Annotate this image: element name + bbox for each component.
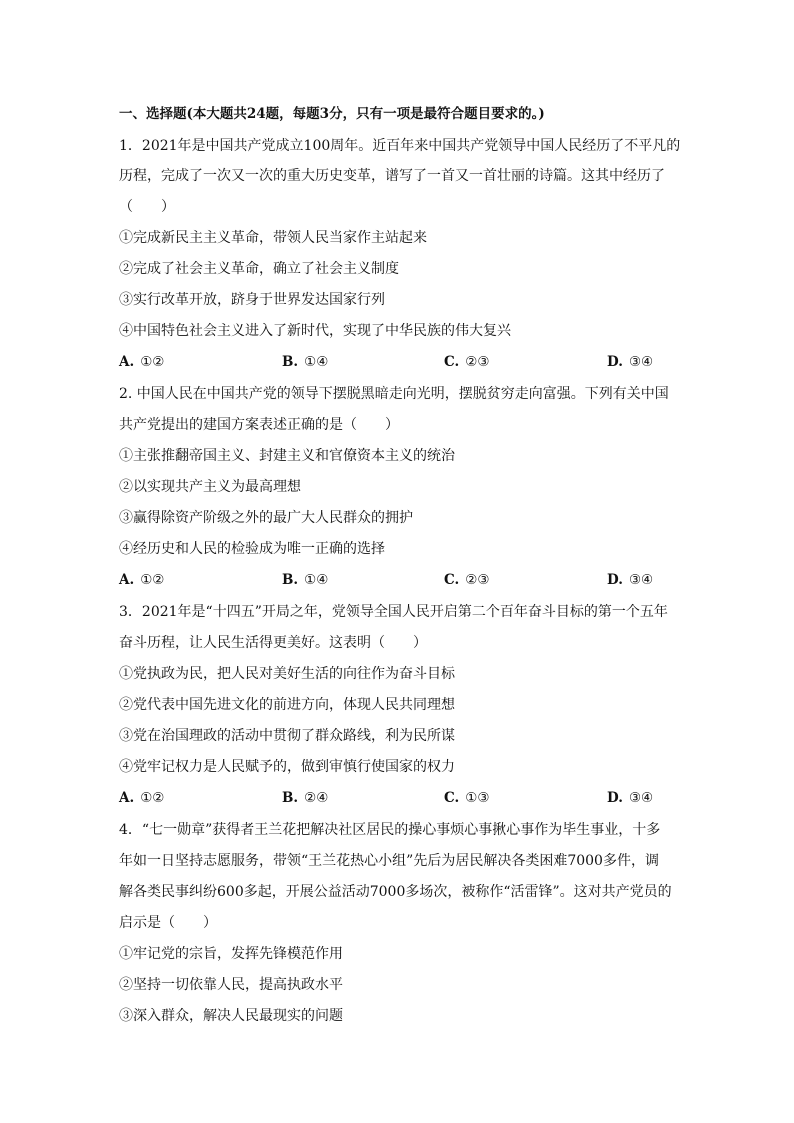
q4-line-1: 4．“七一勋章”获得者王兰花把解决社区居民的操心事烦心事揪心事作为毕生事业，十多 (119, 822, 661, 838)
q1-item-1: ①完成新民主主义革命，带领人民当家作主站起来 (119, 230, 427, 246)
q1-option-c: C. ②③ (444, 354, 490, 370)
q2-option-c: C. ②③ (444, 572, 490, 588)
q2-item-4: ④经历史和人民的检验成为唯一正确的选择 (119, 541, 385, 557)
q3-line-1: 3．2021年是“十四五”开局之年，党领导全国人民开启第二个百年奋斗目标的第一个五年 (119, 604, 668, 620)
q1-options (119, 352, 659, 372)
q2-option-d: D. ③④ (607, 572, 654, 588)
q3-option-d: D. ③④ (607, 790, 654, 806)
q3-item-3: ③党在治国理政的活动中贯彻了群众路线，利为民所谋 (119, 728, 455, 744)
q1-item-3: ③实行改革开放，跻身于世界发达国家行列 (119, 292, 385, 308)
q1-option-d: D. ③④ (607, 354, 654, 370)
q1-line-2: 历程，完成了一次又一次的重大历史变革，谱写了一首又一首壮丽的诗篇。这其中经历了 (119, 168, 665, 184)
q4-line-2: 年如一日坚持志愿服务，带领“王兰花热心小组”先后为居民解决各类困难7000多件，调 (119, 853, 659, 869)
q3-option-c: C. ①③ (444, 790, 490, 806)
q4-item-2: ②坚持一切依靠人民，提高执政水平 (119, 977, 343, 993)
q2-option-b: B. ①④ (282, 572, 329, 588)
q1-option-b: B. ①④ (282, 354, 329, 370)
q4-line-4: 启示是（ ） (119, 915, 217, 931)
q4-item-1: ①牢记党的宗旨，发挥先锋模范作用 (119, 946, 343, 962)
section-title: 一、选择题(本大题共24题，每题3分，只有一项是最符合题目要求的。) (119, 106, 545, 122)
q3-item-1: ①党执政为民，把人民对美好生活的向往作为奋斗目标 (119, 666, 455, 682)
q3-option-b: B. ②④ (282, 790, 329, 806)
q3-item-4: ④党牢记权力是人民赋予的，做到审慎行使国家的权力 (119, 759, 455, 775)
q2-line-1: 2. 中国人民在中国共产党的领导下摆脱黑暗走向光明，摆脱贫穷走向富强。下列有关中国 (119, 386, 669, 402)
q3-line-2: 奋斗历程，让人民生活得更美好。这表明（ ） (119, 635, 427, 651)
q3-options (119, 788, 659, 808)
q2-item-3: ③赢得除资产阶级之外的最广大人民群众的拥护 (119, 510, 413, 526)
q1-line-3: （ ） (119, 199, 175, 215)
q4-item-3: ③深入群众，解决人民最现实的问题 (119, 1008, 343, 1024)
q2-item-2: ②以实现共产主义为最高理想 (119, 479, 301, 495)
q2-option-a: A. ①② (119, 572, 165, 588)
q4-line-3: 解各类民事纠纷600多起，开展公益活动7000多场次，被称作“活雷锋”。这对共产党员的 (119, 884, 672, 900)
q1-line-1: 1．2021年是中国共产党成立100周年。近百年来中国共产党领导中国人民经历了不平凡的 (119, 138, 681, 154)
q1-item-2: ②完成了社会主义革命，确立了社会主义制度 (119, 261, 399, 277)
q2-line-2: 共产党提出的建国方案表述正确的是（ ） (119, 417, 399, 433)
q1-item-4: ④中国特色社会主义进入了新时代，实现了中华民族的伟大复兴 (119, 323, 511, 339)
q3-item-2: ②党代表中国先进文化的前进方向，体现人民共同理想 (119, 697, 455, 713)
q2-options (119, 570, 659, 590)
q2-item-1: ①主张推翻帝国主义、封建主义和官僚资本主义的统治 (119, 448, 455, 464)
q3-option-a: A. ①② (119, 790, 165, 806)
q1-option-a: A. ①② (119, 354, 165, 370)
